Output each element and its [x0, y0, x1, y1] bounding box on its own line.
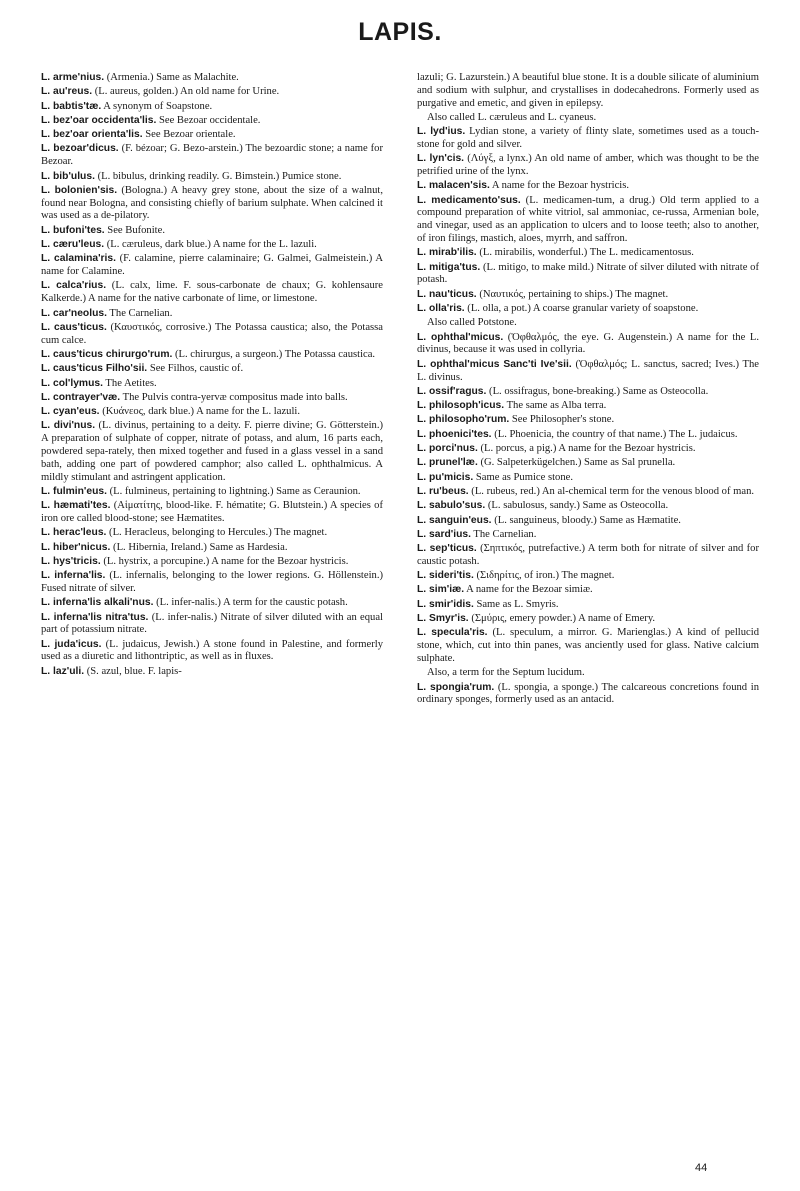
entry-headword: L. cyan'eus. [41, 406, 100, 418]
entry-definition: (F. calamine, pierre calaminaire; G. Galmei, Galmeistein.) A name for Calamine. [41, 253, 383, 278]
dictionary-entry [41, 420, 383, 484]
dictionary-entry [417, 359, 759, 385]
entry-headword: L. au'reus. [41, 86, 93, 98]
entry-definition: (L. spongia, a sponge.) The calcareous concretions found in ordinary sponges, formerly used as an antacid. [417, 681, 759, 706]
entry-definition: See Bezoar orientale. [142, 129, 236, 141]
entry-definition: (L. infer-nalis.) Nitrate of silver diluted with an equal part of potassium nitrate. [41, 611, 383, 636]
entry-headword: L. caus'ticus. [41, 321, 107, 333]
entry-definition: (L. infernalis, belonging to the lower regions. G. Höllenstein.) Fused nitrate of silver. [41, 570, 383, 594]
entry-definition: (L. chirurgus, a surgeon.) The Potassa caustica. [172, 348, 376, 360]
entry-headword: L. fulmin'eus. [41, 485, 107, 497]
entry-headword: L. malacen'sis. [417, 180, 490, 192]
entry-headword: L. hæmati'tes. [41, 500, 111, 512]
entry-headword: L. sanguin'eus. [417, 514, 492, 526]
dictionary-entry [41, 666, 383, 679]
entry-definition: (L. judaicus, Jewish.) A stone found in Palestine, and formerly used as a diuretic and lithontriptic, as well as in fluxes. [41, 638, 383, 663]
entry-headword: L. specula'ris. [417, 627, 488, 639]
entry-headword: L. porci'nus. [417, 443, 478, 455]
dictionary-entry [41, 597, 383, 610]
entry-headword: L. ru'beus. [417, 485, 469, 497]
entry-definition: (L. bibulus, drinking readily. G. Bimstein.) Pumice stone. [94, 170, 342, 182]
entry-definition: See Filhos, caustic of. [147, 363, 244, 375]
entry-headword: L. divi'nus. [41, 420, 96, 432]
dictionary-entry [41, 556, 383, 569]
entry-definition: (S. azul, blue. F. lapis- [84, 665, 182, 677]
entry-definition: (L. porcus, a pig.) A name for the Bezoar hystricis. [477, 443, 696, 455]
entry-headword: L. caus'ticus chirurgo'rum. [41, 348, 173, 360]
dictionary-entry [41, 612, 383, 638]
entry-definition: The Aetites. [102, 377, 157, 389]
entry-definition: Same as Pumice stone. [473, 471, 573, 483]
dictionary-entry [417, 613, 759, 626]
entry-headword: L. laz'uli. [41, 665, 85, 677]
entry-headword: L. sard'ius. [417, 528, 471, 540]
dictionary-entry [417, 472, 759, 485]
entry-headword: L. mirab'ilis. [417, 247, 477, 259]
entry-definition: (Ὀφθαλμός; L. sanctus, sacred; Ives.) The L. divinus. [417, 358, 759, 383]
dictionary-entry [417, 247, 759, 260]
entry-definition: A synonym of Soapstone. [101, 100, 213, 112]
dictionary-entry [417, 180, 759, 193]
entry-definition: (L. fulmineus, pertaining to lightning.) Same as Ceraunion. [106, 485, 361, 497]
dictionary-entry [41, 225, 383, 238]
entry-headword: L. nau'ticus. [417, 288, 477, 300]
entry-headword: L. bez'oar occidenta'lis. [41, 114, 157, 126]
dictionary-entry [417, 570, 759, 583]
entry-definition: (L. Heracleus, belonging to Hercules.) The magnet. [106, 527, 328, 539]
dictionary-entry [417, 599, 759, 612]
entry-definition: (Ὀφθαλμός, the eye. G. Augenstein.) A name for the L. divinus, because it was used in collyria. [417, 331, 759, 356]
entry-definition: (L. mirabilis, wonderful.) The L. medicamentosus. [476, 247, 694, 259]
dictionary-entry [41, 486, 383, 499]
dictionary-entry [41, 171, 383, 184]
dictionary-entry [41, 101, 383, 114]
dictionary-entry [417, 72, 759, 110]
entry-definition: (Σηπτικός, putrefactive.) A term both for nitrate of silver and for caustic potash. [417, 543, 759, 567]
dictionary-entry [41, 363, 383, 376]
dictionary-entry [41, 185, 383, 223]
dictionary-entry [417, 289, 759, 302]
entry-definition: (L. rubeus, red.) An al-chemical term for the venous blood of man. [468, 485, 755, 497]
entry-definition: (L. infer-nalis.) A term for the caustic potash. [153, 597, 348, 609]
dictionary-entry [41, 527, 383, 540]
entry-headword: L. herac'leus. [41, 527, 107, 539]
dictionary-entry [41, 392, 383, 405]
dictionary-entry [41, 349, 383, 362]
entry-definition: The Carnelian. [106, 307, 173, 319]
entry-headword: L. calamina'ris. [41, 253, 116, 265]
entry-definition: (L. ossifragus, bone-breaking.) Same as Osteocolla. [486, 385, 709, 397]
entry-headword: L. philosopho'rum. [417, 414, 510, 426]
entry-headword: L. sim'iæ. [417, 584, 465, 596]
dictionary-entry [41, 72, 383, 85]
dictionary-entry [41, 239, 383, 252]
entry-definition: Also called L. cæruleus and L. cyaneus. [427, 111, 597, 123]
dictionary-entry [417, 126, 759, 152]
dictionary-entry [41, 406, 383, 419]
entry-headword: L. hys'tricis. [41, 555, 101, 567]
entry-headword: L. philosoph'icus. [417, 400, 505, 412]
entry-headword: L. sabulo'sus. [417, 500, 486, 512]
entry-definition: lazuli; G. Lazurstein.) A beautiful blue stone. It is a double silicate of aluminium and sodium with sulphur, and crystallises in dodecahedrons. Formerly used as purgative and emetic, and given in epilepsy. [417, 72, 759, 109]
entry-definition: (L. mitigo, to make mild.) Nitrate of silver diluted with nitrate of potash. [417, 261, 759, 286]
entry-definition: The Pulvis contra-yervæ compositus made into balls. [120, 391, 348, 403]
dictionary-entry [41, 639, 383, 665]
entry-headword: L. ophthal'micus Sanc'ti Ive'sii. [417, 358, 572, 370]
dictionary-entry [41, 570, 383, 596]
dictionary-entry [417, 682, 759, 708]
entry-headword: L. lyn'cis. [417, 153, 465, 165]
entry-headword: L. arme'nius. [41, 72, 105, 83]
entry-definition: (Κυάνεος, dark blue.) A name for the L. lazuli. [99, 406, 300, 418]
entry-headword: L. caus'ticus Filho'sii. [41, 363, 148, 375]
dictionary-entry [41, 253, 383, 279]
entry-definition: (L. aureus, golden.) An old name for Urine. [92, 86, 280, 98]
entry-definition: Also called Potstone. [427, 317, 517, 329]
entry-headword: L. calca'rius. [41, 280, 107, 292]
dictionary-entry [41, 280, 383, 306]
entry-headword: L. ossif'ragus. [417, 385, 487, 397]
dictionary-entry [417, 195, 759, 246]
dictionary-entry [417, 262, 759, 288]
dictionary-entry [41, 542, 383, 555]
entry-headword: L. bolonien'sis. [41, 184, 118, 196]
entry-definition: (L. olla, a pot.) A coarse granular variety of soapstone. [464, 303, 699, 315]
entry-headword: L. pu'micis. [417, 471, 474, 483]
entry-headword: L. ophthal'micus. [417, 331, 504, 343]
dictionary-entry [41, 322, 383, 348]
dictionary-entry [417, 303, 759, 316]
dictionary-entry [41, 143, 383, 169]
entry-definition: The same as Alba terra. [504, 400, 607, 412]
entry-headword: L. smir'idis. [417, 598, 474, 610]
entry-headword: L. medicamento'sus. [417, 194, 521, 206]
dictionary-entry [417, 457, 759, 470]
entry-headword: L. inferna'lis nitra'tus. [41, 611, 149, 623]
entry-definition: (L. Hibernia, Ireland.) Same as Hardesia. [110, 541, 288, 553]
dictionary-entry [41, 378, 383, 391]
entry-definition: (Σμύρις, emery powder.) A name of Emery. [468, 613, 656, 625]
entry-definition: (F. bézoar; G. Bezo-arstein.) The bezoardic stone; a name for Bezoar. [41, 143, 383, 168]
entry-headword: L. bib'ulus. [41, 170, 95, 182]
entry-definition: Also, a term for the Septum lucidum. [427, 667, 585, 679]
dictionary-entry [417, 500, 759, 513]
entry-headword: L. olla'ris. [417, 303, 465, 315]
dictionary-entry [417, 386, 759, 399]
entry-headword: L. inferna'lis. [41, 570, 106, 582]
right-column [417, 72, 759, 709]
page-number: 44 [695, 1162, 708, 1174]
entry-definition: (L. hystrix, a porcupine.) A name for the Bezoar hystricis. [100, 555, 349, 567]
entry-headword: L. lyd'ius. [417, 126, 466, 138]
entry-definition: See Bezoar occidentale. [156, 114, 261, 126]
entry-definition: Lydian stone, a variety of flinty slate, sometimes used as a touch-stone for gold and silver. [417, 126, 759, 150]
dictionary-entry [417, 429, 759, 442]
dictionary-entry [41, 308, 383, 321]
entry-definition: (L. Phoenicia, the country of that name.) The L. judaicus. [491, 428, 738, 440]
entry-definition: (Καυστικός, corrosive.) The Potassa caustica; also, the Potassa cum calce. [41, 321, 384, 346]
dictionary-entry [41, 500, 383, 526]
entry-definition: A name for the Bezoar hystricis. [489, 180, 630, 192]
dictionary-entry [41, 86, 383, 99]
entry-headword: L. hiber'nicus. [41, 541, 111, 553]
entry-definition: (G. Salpeterkügelchen.) Same as Sal prunella. [477, 457, 676, 469]
running-head: LAPIS. [358, 18, 442, 46]
entry-definition: (L. cæruleus, dark blue.) A name for the L. lazuli. [104, 239, 317, 251]
dictionary-entry [417, 486, 759, 499]
dictionary-entry [417, 627, 759, 665]
dictionary-entry [417, 515, 759, 528]
entry-headword: L. spongia'rum. [417, 681, 495, 693]
entry-definition: (Λύγξ, a lynx.) An old name of amber, which was thought to be the petrified urine of the lynx. [417, 153, 759, 178]
dictionary-entry [41, 129, 383, 142]
entry-definition: (Ναυτικός, pertaining to ships.) The magnet. [476, 288, 669, 300]
entry-headword: L. phoenici'tes. [417, 428, 492, 440]
dictionary-entry [417, 584, 759, 597]
dictionary-entry [41, 115, 383, 128]
entry-definition: See Bufonite. [104, 224, 165, 236]
entry-definition: (L. speculum, a mirror. G. Marienglas.) A kind of pellucid stone, which, cut into thin panes, was anciently used for glass. Native calcium sulphate. [417, 627, 759, 664]
entry-definition: (Σιδηρίτις, of iron.) The magnet. [473, 570, 615, 582]
dictionary-entry [417, 529, 759, 542]
entry-headword: L. mitiga'tus. [417, 261, 481, 273]
entry-definition: (Armenia.) Same as Malachite. [104, 72, 239, 83]
entry-definition: (L. sanguineus, bloody.) Same as Hæmatite. [491, 514, 681, 526]
entry-headword: L. sideri'tis. [417, 570, 474, 582]
entry-headword: L. bufoni'tes. [41, 224, 105, 236]
entry-headword: L. bez'oar orienta'lis. [41, 129, 143, 141]
entry-headword: L. prunel'læ. [417, 457, 478, 469]
dictionary-entry [417, 317, 759, 330]
entry-definition: See Philosopher's stone. [509, 414, 615, 426]
entry-headword: L. contrayer'væ. [41, 391, 121, 403]
dictionary-entry [417, 414, 759, 427]
entry-headword: L. cæru'leus. [41, 239, 105, 251]
dictionary-entry [417, 400, 759, 413]
dictionary-entry [417, 543, 759, 569]
entry-definition: (L. calx, lime. F. sous-carbonate de chaux; G. kohlensaure Kalkerde.) A name for the native carbonate of lime, or limestone. [41, 280, 383, 305]
entry-headword: L. sep'ticus. [417, 543, 477, 555]
entry-definition: Same as L. Smyris. [473, 598, 559, 610]
entry-definition: (L. sabulosus, sandy.) Same as Osteocolla. [485, 500, 669, 512]
entry-headword: L. col'lymus. [41, 377, 103, 389]
entry-headword: L. car'neolus. [41, 307, 107, 319]
left-column [41, 72, 383, 680]
entry-headword: L. juda'icus. [41, 638, 102, 650]
entry-definition: The Carnelian. [470, 528, 537, 540]
entry-definition: A name for the Bezoar simiæ. [464, 584, 593, 596]
entry-definition: (Αἱματίτης, blood-like. F. hématite; G. Blutstein.) A species of iron ore called blood-stone; see Hæmatites. [41, 500, 383, 524]
dictionary-entry [417, 667, 759, 680]
dictionary-entry [417, 153, 759, 179]
dictionary-entry [417, 112, 759, 125]
entry-headword: L. babtis'tæ. [41, 100, 102, 112]
entry-headword: L. bezoar'dicus. [41, 143, 119, 155]
entry-definition: (L. divinus, pertaining to a deity. F. pierre divine; G. Götterstein.) A preparation of sulphate of copper, nitrate of potass, and alum, 16 parts each, powdered sepa-rately, then mixed together and fused in a glass vessel in a sand bath, adding one part of powdered camphor; also called L. ophthalmicus. A mildly stimulant and astringent application. [41, 420, 383, 483]
entry-definition: (Bologna.) A heavy grey stone, about the size of a walnut, found near Bologna, and consisting chiefly of barium sulphate. When calcined it was used as a de-pilatory. [41, 184, 383, 222]
entry-headword: L. Smyr'is. [417, 613, 469, 625]
dictionary-entry [417, 443, 759, 456]
dictionary-entry [417, 332, 759, 358]
entry-headword: L. inferna'lis alkali'nus. [41, 597, 154, 609]
entry-definition: (L. medicamen-tum, a drug.) Old term applied to a compound preparation of white vitriol, sal ammoniac, ce-russa, Armenian bole, and vinegar, used as an application to ulcers and to loose teeth; also to another, of iron filings, mastich, aloes, myrrh, and saffron. [417, 194, 759, 245]
